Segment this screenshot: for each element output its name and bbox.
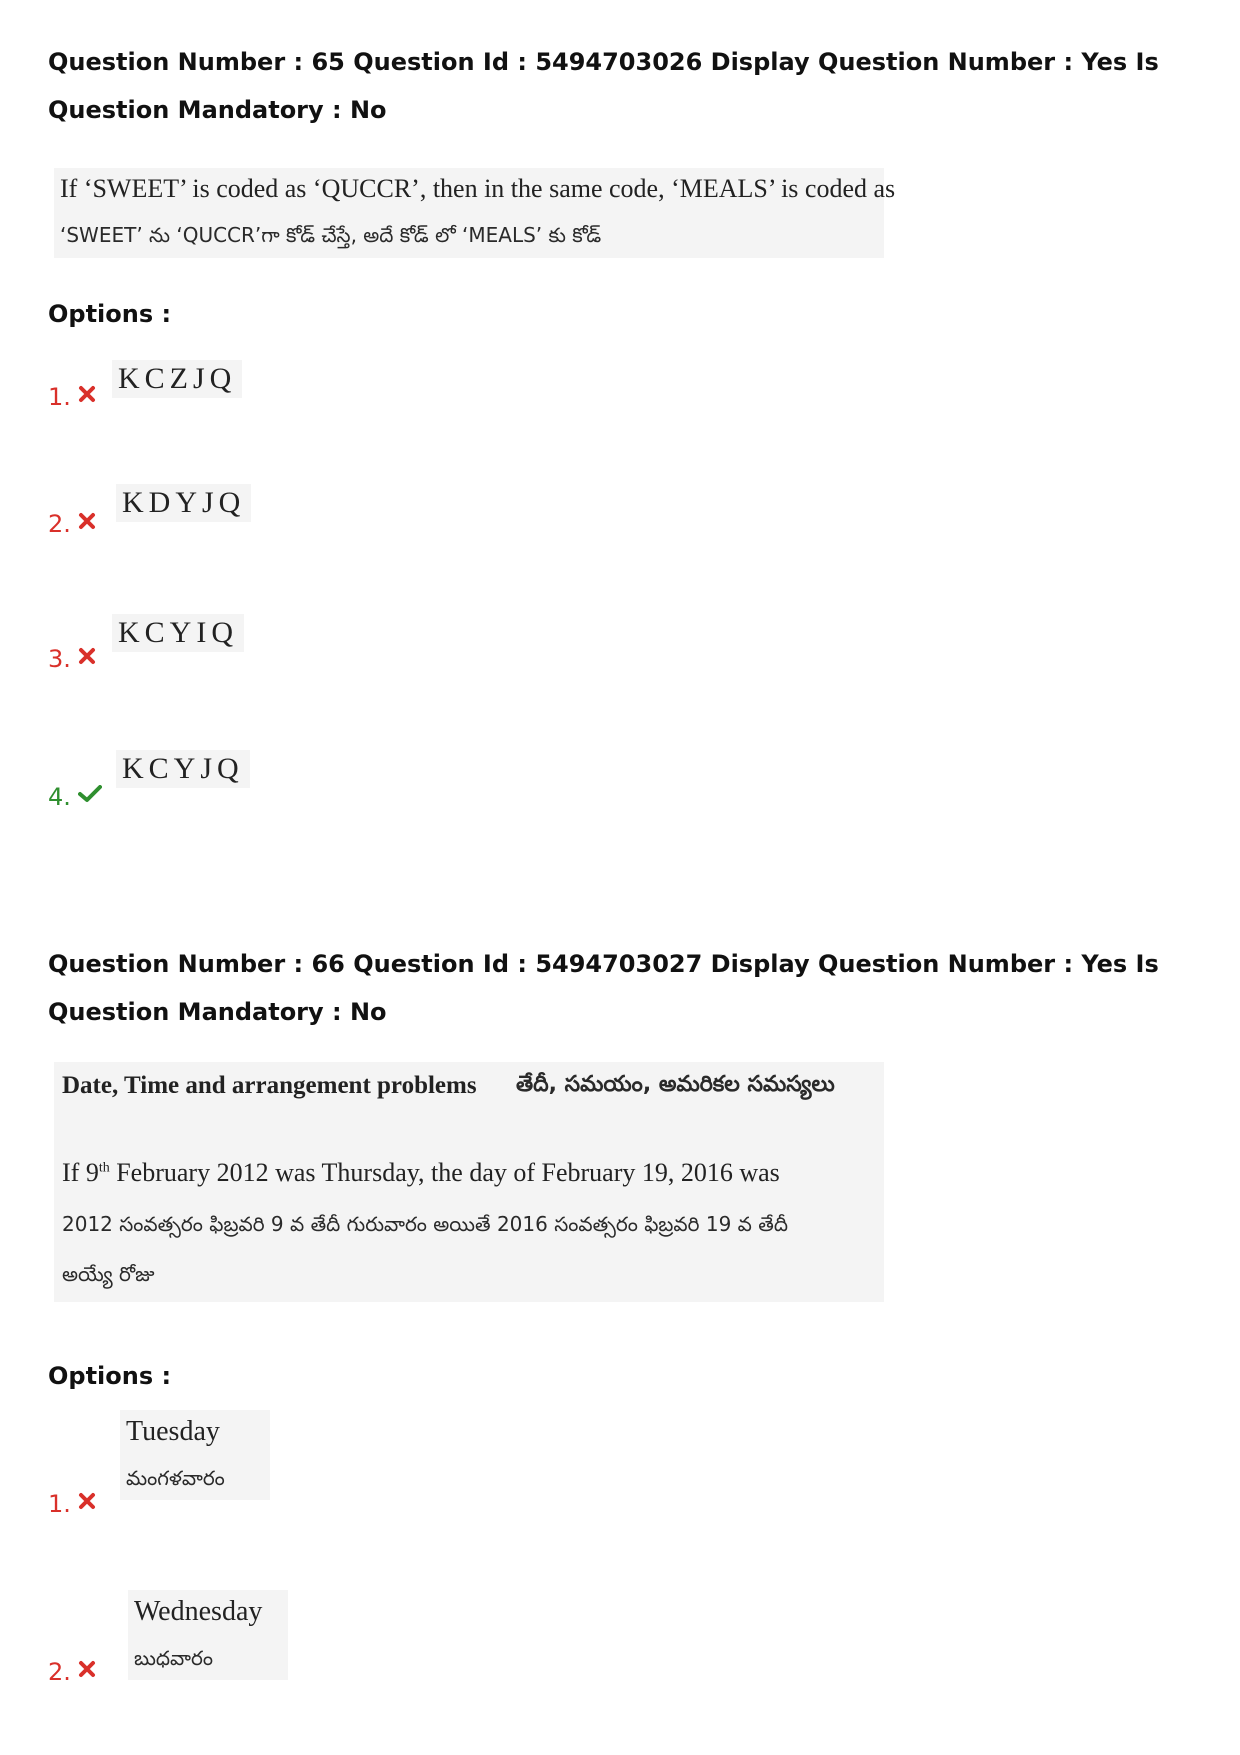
question-text-part: February 2012 was Thursday, the day of February 19, 2016 was [109, 1158, 780, 1187]
question-image [54, 1062, 884, 1302]
option-number: 2. [48, 510, 71, 538]
topic-telugu: తేదీ, సమయం, అమరికల సమస్యలు [516, 1072, 835, 1097]
cross-icon [78, 512, 96, 530]
cross-icon [78, 647, 96, 665]
question-text-part: If 9 [62, 1158, 99, 1187]
option-text-english: Wednesday [134, 1596, 263, 1627]
question-header: Question Number : 65 Question Id : 5494703026 Display Question Number : Yes Is Question Mandatory : No [48, 48, 1159, 124]
question-header: Question Number : 66 Question Id : 5494703027 Display Question Number : Yes Is Question Mandatory : No [48, 950, 1159, 1026]
option-number: 3. [48, 645, 71, 673]
check-icon [78, 785, 102, 803]
cross-icon [78, 1660, 96, 1678]
option-text: KCYIQ [112, 614, 244, 652]
option-text: KCZJQ [112, 360, 242, 398]
cross-icon [78, 385, 96, 403]
ordinal-suffix: th [98, 1160, 110, 1176]
options-label: Options : [48, 1362, 172, 1390]
question-text-english: If ‘SWEET’ is coded as ‘QUCCR’, then in the same code, ‘MEALS’ is coded as [60, 174, 896, 203]
option-number: 1. [48, 1490, 71, 1518]
option-number: 1. [48, 383, 71, 411]
question-text-telugu: అయ్యే రోజు [62, 1262, 155, 1286]
option-text: KDYJQ [116, 484, 251, 522]
option-text: KCYJQ [116, 750, 250, 788]
option-number: 2. [48, 1658, 71, 1686]
topic-english: Date, Time and arrangement problems [62, 1072, 477, 1099]
option-text-telugu: మంగళవారం [126, 1466, 225, 1490]
option-box [128, 1590, 288, 1680]
cross-icon [78, 1492, 96, 1510]
question-text-telugu: 2012 సంవత్సరం ఫిబ్రవరి 9 వ తేదీ గురువారం అయితే 2016 సంవత్సరం ఫిబ్రవరి 19 వ తేదీ [62, 1212, 788, 1236]
question-text-english [62, 1158, 780, 1188]
option-box [120, 1410, 270, 1500]
option-text-telugu: బుధవారం [134, 1646, 213, 1670]
option-text-english: Tuesday [126, 1416, 220, 1447]
question-image [54, 168, 896, 258]
options-label: Options : [48, 300, 172, 328]
option-number: 4. [48, 783, 71, 811]
question-text-telugu: ‘SWEET’ ను ‘QUCCR’గా కోడ్ చేస్తే, అదే కోడ్ లో ‘MEALS’ కు కోడ్ [60, 223, 602, 247]
